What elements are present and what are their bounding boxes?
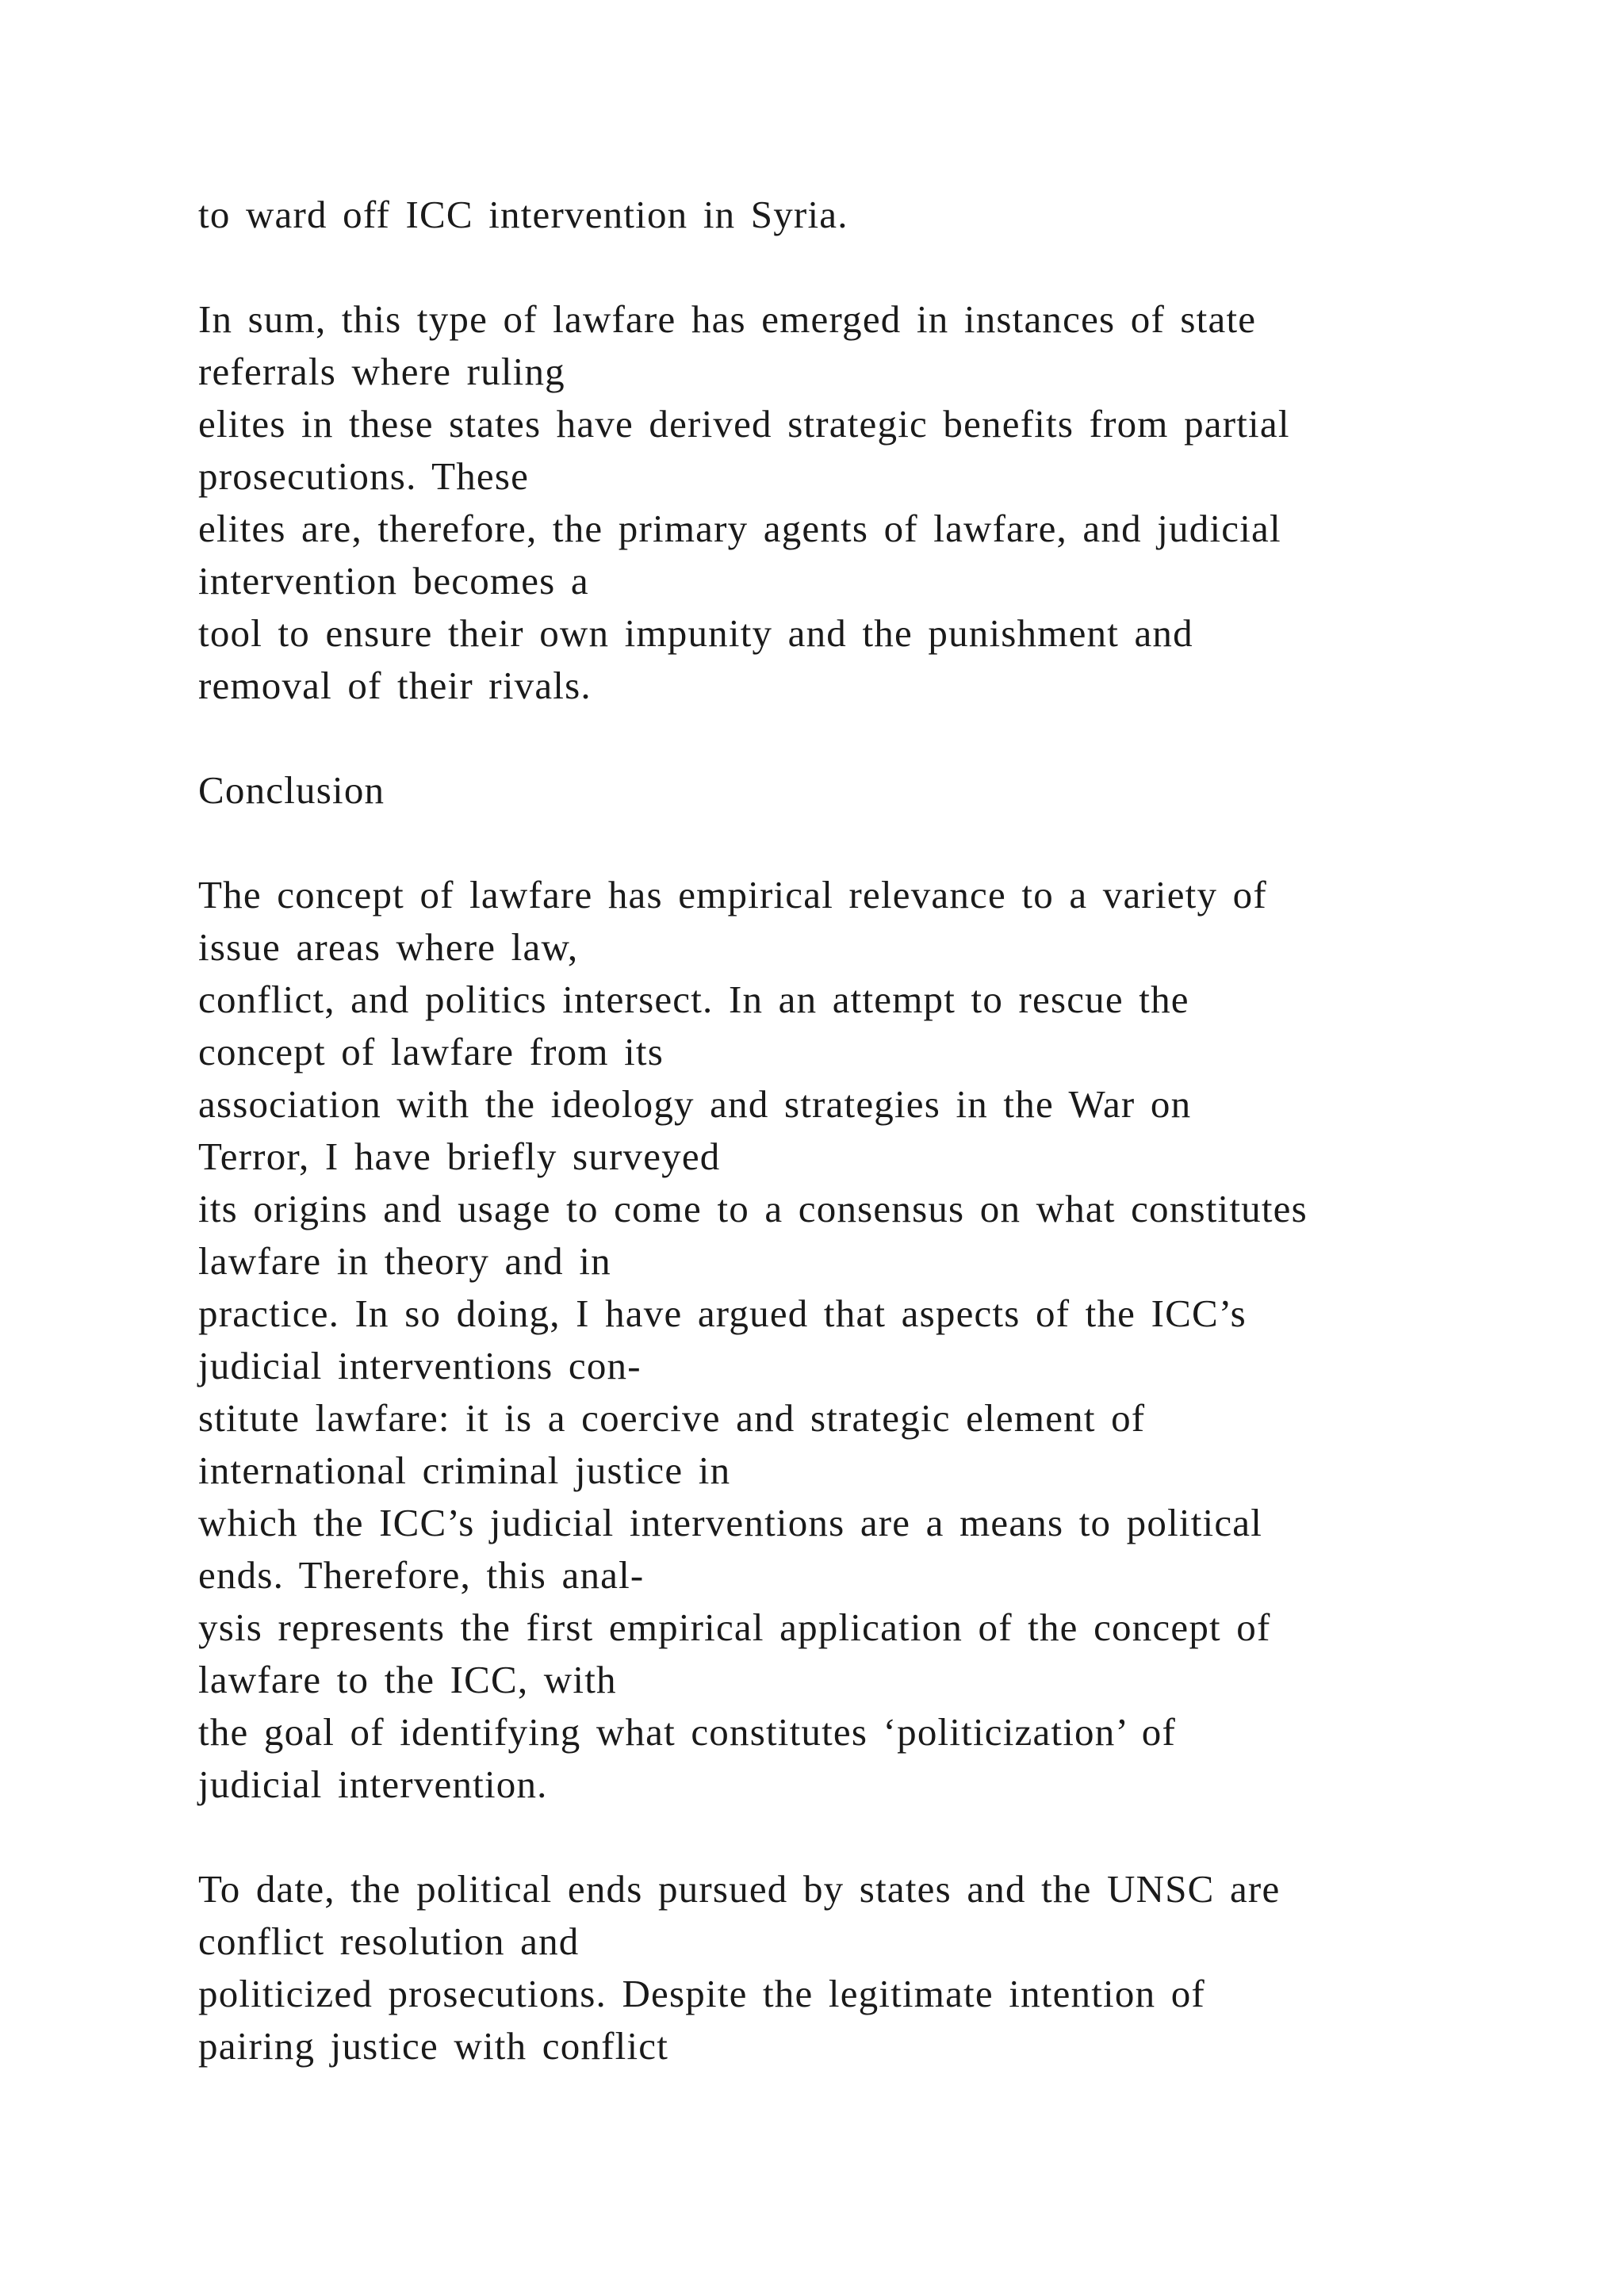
text-line: tool to ensure their own impunity and the punishment and xyxy=(198,611,1193,655)
text-line: its origins and usage to come to a consensus on what constitutes xyxy=(198,1187,1308,1230)
paragraph xyxy=(198,1863,1499,2072)
paragraph xyxy=(198,189,1499,241)
document-body xyxy=(198,189,1499,2072)
paragraph-gap xyxy=(198,241,1499,293)
text-line: removal of their rivals. xyxy=(198,664,592,707)
heading-conclusion: Conclusion xyxy=(198,768,385,812)
text-line: judicial intervention. xyxy=(198,1762,548,1806)
text-line: prosecutions. These xyxy=(198,454,530,498)
text-line: international criminal justice in xyxy=(198,1448,731,1492)
text-line: To date, the political ends pursued by states and the UNSC are xyxy=(198,1867,1281,1911)
text-line: ysis represents the first empirical application of the concept of xyxy=(198,1605,1271,1649)
text-line: issue areas where law, xyxy=(198,925,579,969)
text-line: concept of lawfare from its xyxy=(198,1030,665,1073)
text-line: politicized prosecutions. Despite the legitimate intention of xyxy=(198,1972,1205,2015)
text-line: lawfare to the ICC, with xyxy=(198,1658,617,1701)
text-line: which the ICC’s judicial interventions are a means to political xyxy=(198,1501,1263,1544)
text-line: Terror, I have briefly surveyed xyxy=(198,1135,721,1178)
text-line: pairing justice with conflict xyxy=(198,2024,669,2068)
text-line: the goal of identifying what constitutes ‘politicization’ of xyxy=(198,1710,1177,1754)
text-line: lawfare in theory and in xyxy=(198,1239,611,1283)
section-heading xyxy=(198,764,1499,817)
text-line: ends. Therefore, this anal- xyxy=(198,1553,645,1597)
text-line: In sum, this type of lawfare has emerged in instances of state xyxy=(198,297,1257,341)
paragraph xyxy=(198,293,1499,712)
text-line: The concept of lawfare has empirical relevance to a variety of xyxy=(198,873,1267,916)
text-line: to ward off ICC intervention in Syria. xyxy=(198,193,848,236)
paragraph xyxy=(198,869,1499,1811)
text-line: association with the ideology and strategies in the War on xyxy=(198,1082,1192,1126)
paragraph-gap xyxy=(198,1811,1499,1863)
text-line: stitute lawfare: it is a coercive and strategic element of xyxy=(198,1396,1146,1440)
text-line: elites in these states have derived strategic benefits from partial xyxy=(198,402,1290,446)
text-line: practice. In so doing, I have argued that aspects of the ICC’s xyxy=(198,1292,1247,1335)
text-line: conflict resolution and xyxy=(198,1919,580,1963)
text-line: elites are, therefore, the primary agents of lawfare, and judicial xyxy=(198,507,1281,550)
text-line: intervention becomes a xyxy=(198,559,589,603)
paragraph-gap xyxy=(198,817,1499,869)
text-line: judicial interventions con- xyxy=(198,1344,642,1387)
paragraph-gap xyxy=(198,712,1499,764)
text-line: conflict, and politics intersect. In an attempt to rescue the xyxy=(198,978,1189,1021)
text-line: referrals where ruling xyxy=(198,350,565,393)
